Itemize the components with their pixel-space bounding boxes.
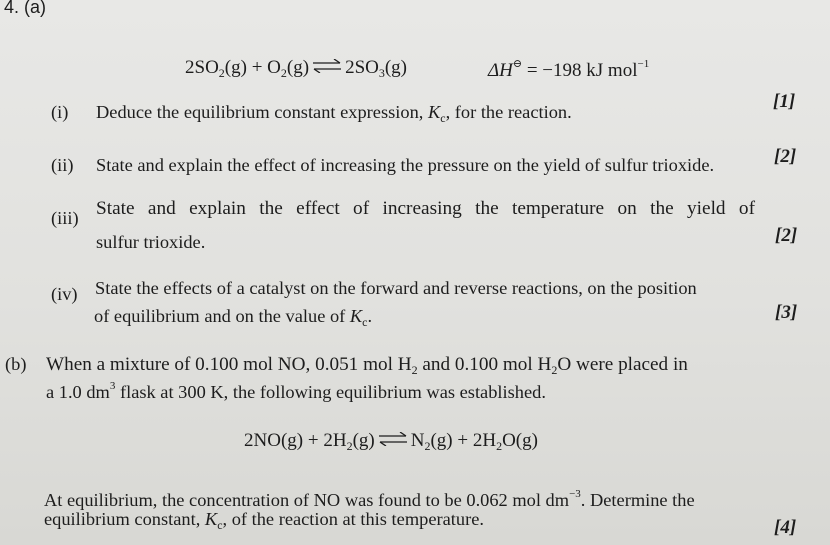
part-iv-line2-before: of equilibrium and on the value of bbox=[94, 306, 350, 326]
part-b-line3-a: At equilibrium, the concentration of NO was found to be 0.062 mol dm bbox=[44, 490, 570, 510]
part-i-k-sub: c bbox=[440, 111, 446, 125]
equation-a bbox=[185, 57, 407, 81]
part-b-line1-b: and 0.100 mol H bbox=[417, 354, 552, 375]
equation-b bbox=[244, 430, 538, 454]
part-iv-label: (iv) bbox=[51, 284, 78, 304]
part-b-label: (b) bbox=[5, 354, 27, 374]
part-iv-line1: State the effects of a catalyst on the forward and reverse reactions, on the position bbox=[95, 278, 697, 298]
eq-b-plus1: + bbox=[307, 430, 319, 451]
part-b-k-sub: c bbox=[217, 518, 223, 532]
eq-a-sub1: 2 bbox=[218, 66, 225, 80]
delta-h-value: = −198 kJ mol bbox=[526, 60, 638, 81]
equilibrium-arrow-icon bbox=[312, 59, 342, 73]
eq-a-term1: 2SO bbox=[185, 57, 219, 78]
eq-a-term2: O bbox=[267, 57, 281, 78]
delta-h-symbol: ΔH bbox=[488, 60, 513, 81]
equilibrium-arrow-icon bbox=[378, 432, 408, 446]
eq-b-term1: 2NO(g) bbox=[244, 430, 304, 451]
part-b-line2-sup: 3 bbox=[109, 380, 116, 392]
eq-a-product: 2SO bbox=[345, 57, 379, 78]
part-b-line3-sup: −3 bbox=[569, 488, 581, 500]
eq-a-product-state: (g) bbox=[384, 57, 408, 78]
part-b-line3 bbox=[44, 489, 695, 509]
part-ii-text: State and explain the effect of increasing the pressure on the yield of sulfur trioxide. bbox=[96, 155, 715, 175]
eq-b-state2: (g) bbox=[352, 430, 375, 451]
eq-b-plus2: + bbox=[457, 430, 469, 451]
part-ii-label: (ii) bbox=[51, 155, 74, 175]
part-b-line1-c: O were placed in bbox=[557, 354, 688, 375]
part-b-line3-b: . Determine the bbox=[580, 490, 695, 510]
eq-b-sub4: 2 bbox=[496, 439, 503, 453]
eq-b-state4: O(g) bbox=[502, 430, 538, 451]
delta-h-standard-icon: ⊖ bbox=[512, 58, 523, 70]
eq-b-state3: (g) bbox=[430, 430, 453, 451]
part-b-k-symbol: K bbox=[204, 509, 218, 529]
part-b-line2-b: flask at 300 K, the following equilibrium was established. bbox=[115, 382, 546, 402]
part-i-text-before: Deduce the equilibrium constant expression, bbox=[96, 102, 428, 122]
part-i-text bbox=[96, 103, 572, 124]
part-iii-line1: State and explain the effect of increasing the temperature on the yield of bbox=[96, 198, 755, 219]
eq-a-plus: + bbox=[251, 57, 263, 78]
eq-a-state2: (g) bbox=[286, 57, 310, 78]
part-b-line4 bbox=[44, 510, 484, 531]
part-ii-marks: [2] bbox=[774, 146, 797, 167]
part-iii-line2: sulfur trioxide. bbox=[96, 232, 206, 252]
eq-b-term3: N bbox=[410, 430, 425, 451]
part-b-line1-a: When a mixture of 0.100 mol NO, 0.051 mol H bbox=[46, 354, 412, 375]
delta-h-unit-sup: −1 bbox=[637, 58, 650, 70]
question-number: 4. (a) bbox=[4, 0, 47, 17]
eq-b-term4: 2H bbox=[472, 430, 497, 451]
part-iv-marks: [3] bbox=[775, 302, 798, 323]
part-iii-marks: [2] bbox=[775, 225, 798, 246]
eq-a-state1: (g) bbox=[224, 57, 247, 78]
eq-b-sub3: 2 bbox=[424, 439, 431, 453]
part-b-line1 bbox=[46, 355, 688, 376]
part-i-label: (i) bbox=[51, 102, 69, 122]
part-iv-line2 bbox=[94, 307, 372, 328]
part-b-line4-a: equilibrium constant, bbox=[44, 509, 205, 529]
part-b-line1-sub2: 2 bbox=[551, 363, 558, 377]
part-i-text-after: , for the reaction. bbox=[445, 102, 572, 122]
part-b-line1-sub1: 2 bbox=[411, 363, 418, 377]
enthalpy-change bbox=[488, 57, 649, 82]
part-iv-line2-after: . bbox=[367, 306, 373, 326]
part-iv-k-sub: c bbox=[362, 315, 368, 329]
part-b-marks: [4] bbox=[774, 517, 797, 538]
part-iv-k-symbol: K bbox=[349, 306, 363, 326]
part-b-line2-a: a 1.0 dm bbox=[46, 382, 110, 402]
eq-a-product-sub: 3 bbox=[378, 66, 385, 80]
eq-b-term2: 2H bbox=[323, 430, 347, 451]
part-i-marks: [1] bbox=[773, 91, 796, 112]
eq-b-sub2: 2 bbox=[346, 439, 353, 453]
eq-a-sub2: 2 bbox=[280, 66, 287, 80]
part-iii-label: (iii) bbox=[51, 208, 79, 228]
part-b-line4-b: , of the reaction at this temperature. bbox=[222, 509, 484, 529]
part-b-line2 bbox=[46, 381, 546, 401]
part-i-k-symbol: K bbox=[427, 102, 441, 122]
